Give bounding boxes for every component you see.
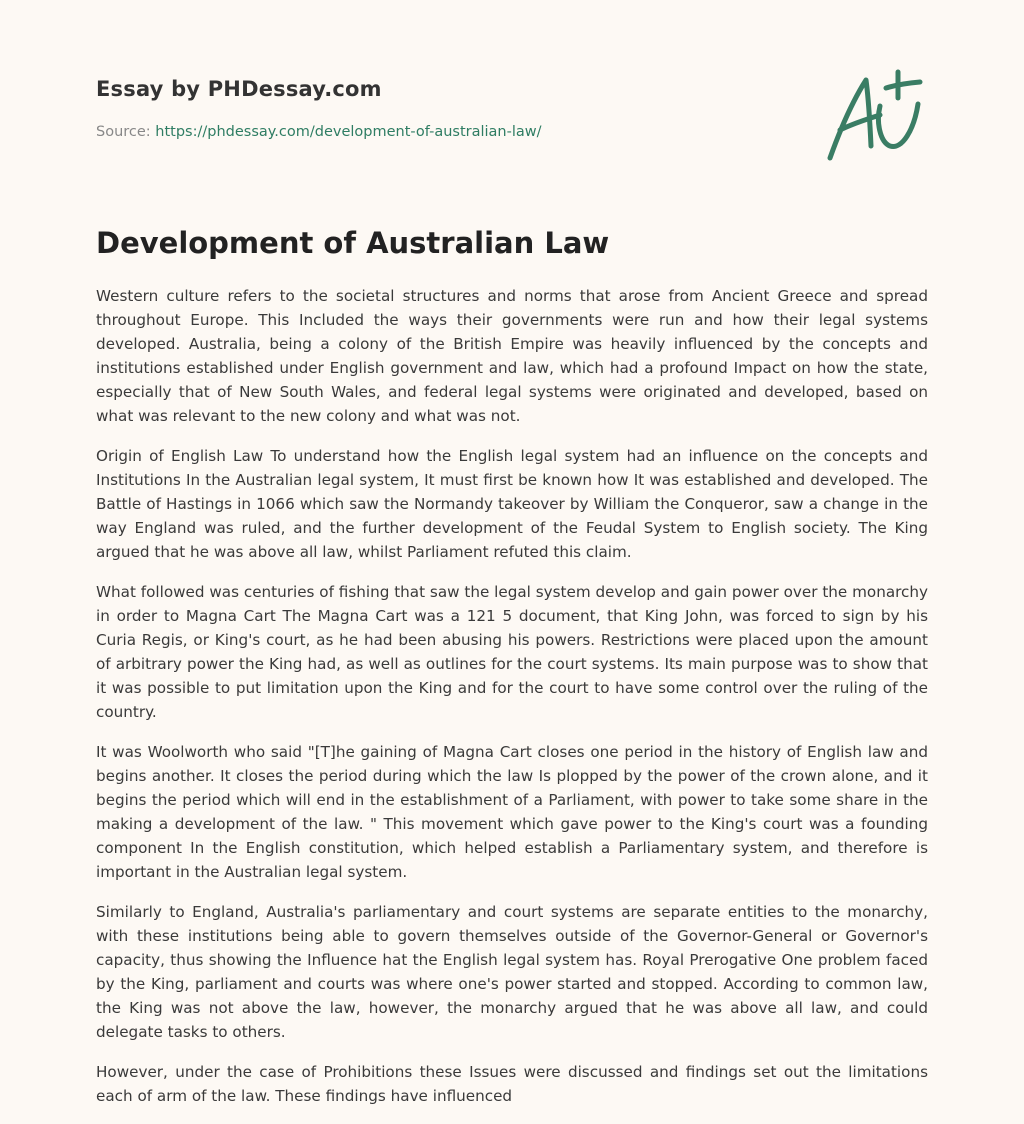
site-brand: Essay by PHDessay.com (96, 77, 382, 101)
essay-paragraph: What followed was centuries of fishing that saw the legal system develop and gain power over the monarchy in order to Magna Cart The Magna Cart was a 121 5 document, that King John, was forced to sign by his Curia Regis, or King's court, as he had been abusing his powers. Restrictions were placed upon the amount of arbitrary power the King had, as well as outlines for the court systems. Its main purpose was to show that it was possible to put limitation upon the King and for the court to have some control over the ruling of the country. (96, 583, 928, 721)
source-label: Source: (96, 124, 151, 140)
essay-paragraph: It was Woolworth who said "[T]he gaining of Magna Cart closes one period in the history of English law and begins another. It closes the period during which the law Is plopped by the power of the crown alone, and it begins the period which will end in the establishment of a Parliament, with power to take some share in the making a development of the law. " This movement which gave power to the King's court was a founding component In the English constitution, which helped establish a Parliamentary system, and therefore is important in the Australian legal system. (96, 743, 928, 881)
essay-paragraph: However, under the case of Prohibitions these Issues were discussed and findings set out the limitations each of arm of the law. These findings have influenced (96, 1063, 928, 1105)
essay-body (96, 284, 928, 1124)
essay-paragraph: Origin of English Law To understand how the English legal system had an influence on the concepts and Institutions In the Australian legal system, It must first be known how It was established and developed. The Battle of Hastings in 1066 which saw the Normandy takeover by William the Conqueror, saw a change in the way England was ruled, and the further development of the Feudal System to English society. The King argued that he was above all law, whilst Parliament refuted this claim. (96, 447, 928, 561)
a-plus-logo-icon (824, 68, 928, 164)
source-line (96, 124, 542, 140)
essay-paragraph: Similarly to England, Australia's parliamentary and court systems are separate entities to the monarchy, with these institutions being able to govern themselves outside of the Governor-General or Governor's capacity, thus showing the Influence hat the English legal system has. Royal Prerogative One problem faced by the King, parliament and courts was where one's power started and stopped. According to common law, the King was not above the law, however, the monarchy argued that he was above all law, and could delegate tasks to others. (96, 903, 928, 1041)
essay-title: Development of Australian Law (96, 226, 610, 260)
essay-paragraph: Western culture refers to the societal structures and norms that arose from Ancient Greece and spread throughout Europe. This Included the ways their governments were run and how their legal systems developed. Australia, being a colony of the British Empire was heavily influenced by the concepts and institutions established under English government and law, which had a profound Impact on how the state, especially that of New South Wales, and federal legal systems were originated and developed, based on what was relevant to the new colony and what was not. (96, 287, 928, 425)
source-link[interactable]: https://phdessay.com/development-of-australian-law/ (155, 124, 542, 140)
